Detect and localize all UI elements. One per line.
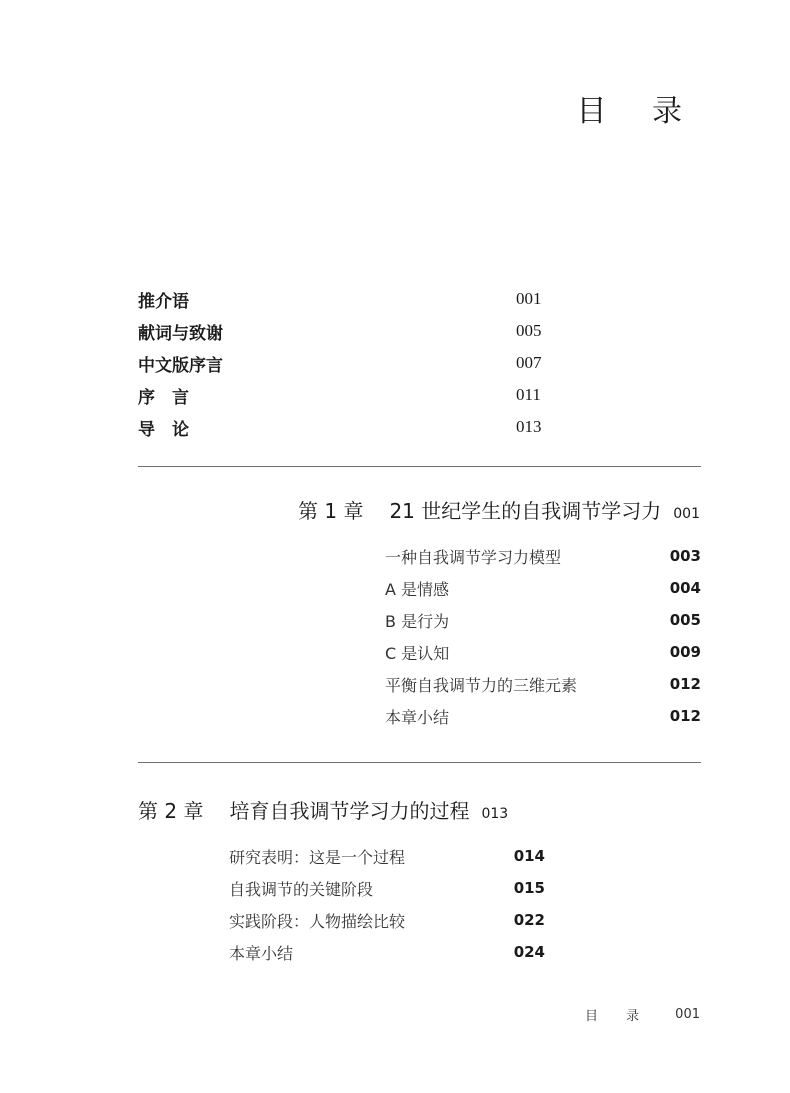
toc-entry-page: 022: [513, 911, 545, 929]
toc-entry-label: 一种自我调节学习力模型: [385, 547, 562, 567]
toc-entry: [138, 379, 558, 411]
toc-entry-page: 005: [669, 611, 701, 629]
toc-entry: [138, 315, 558, 347]
toc-entry: [385, 668, 701, 700]
toc-entry: [385, 604, 701, 636]
toc-entry: [385, 636, 701, 668]
page-title: 目 录: [576, 94, 700, 129]
toc-entry-page: 014: [513, 847, 545, 865]
toc-entry-page: 004: [669, 579, 701, 597]
section-divider: [138, 762, 701, 763]
chapter-title: 培育自我调节学习力的过程: [229, 799, 470, 823]
toc-entry-label: 推介语: [138, 291, 189, 312]
toc-entry-page: 007: [516, 353, 542, 372]
toc-entry-page: 005: [516, 321, 542, 340]
toc-entry-label: 导 论: [138, 419, 189, 440]
toc-entry-label: 自我调节的关键阶段: [229, 879, 374, 899]
toc-entry-page: 015: [513, 879, 545, 897]
toc-entry-label: 平衡自我调节力的三维元素: [385, 675, 578, 695]
chapter-number: 第 1 章: [298, 499, 364, 523]
toc-entry-label: C 是认知: [385, 643, 450, 663]
footer-label: 目 录: [585, 1009, 652, 1024]
toc-entry-page: 003: [669, 547, 701, 565]
toc-entry-page: 001: [516, 289, 542, 308]
footer-page-number: 001: [675, 1007, 700, 1022]
chapter-number: 第 2 章: [138, 799, 204, 823]
toc-entry-page: 024: [513, 943, 545, 961]
toc-entry-label: 本章小结: [229, 943, 294, 963]
toc-entry-page: 012: [669, 675, 701, 693]
toc-entry: [229, 872, 545, 904]
toc-entry: [385, 572, 701, 604]
toc-entry-page: 011: [516, 385, 541, 404]
front-matter-list: [138, 283, 558, 443]
toc-entry-label: 实践阶段：人物描绘比较: [229, 911, 406, 931]
chapter-page: 001: [673, 506, 700, 522]
chapter-sections: [385, 540, 701, 732]
toc-entry: [229, 904, 545, 936]
toc-entry-page: 013: [516, 417, 542, 436]
toc-entry-label: B 是行为: [385, 611, 450, 631]
toc-entry-page: 009: [669, 643, 701, 661]
toc-entry: [138, 411, 558, 443]
toc-entry-label: 献词与致谢: [138, 323, 223, 344]
toc-entry-label: A 是情感: [385, 579, 450, 599]
toc-entry-label: 中文版序言: [138, 355, 223, 376]
toc-entry-label: 序 言: [138, 387, 189, 408]
chapter-sections: [229, 840, 545, 968]
toc-entry: [385, 700, 701, 732]
toc-entry-label: 本章小结: [385, 707, 450, 727]
toc-entry: [138, 283, 558, 315]
toc-entry-label: 研究表明：这是一个过程: [229, 847, 406, 867]
chapter-heading: [298, 495, 700, 524]
chapter-page: 013: [481, 806, 509, 822]
chapter-title: 21 世纪学生的自我调节学习力: [389, 499, 662, 523]
chapter-heading: [138, 795, 508, 824]
section-divider: [138, 466, 701, 467]
page-footer: [585, 1005, 700, 1024]
toc-entry: [138, 347, 558, 379]
toc-entry: [385, 540, 701, 572]
toc-entry-page: 012: [669, 707, 701, 725]
toc-entry: [229, 840, 545, 872]
toc-entry: [229, 936, 545, 968]
